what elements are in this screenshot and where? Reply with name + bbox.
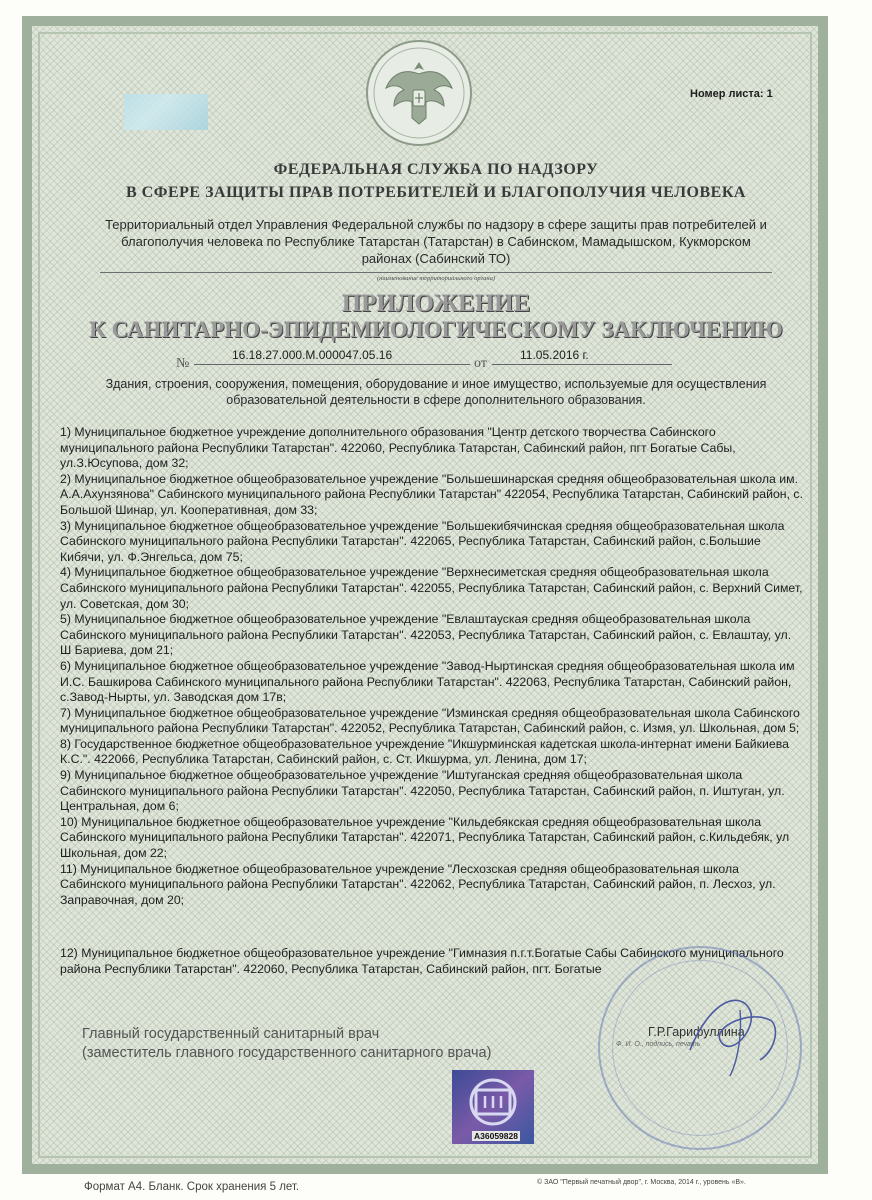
list-item: 11) Муниципальное бюджетное общеобразовательное учреждение "Лесхозская средняя общеобразовательная школа Сабинского муниципального района Республики Татарстан". 422062, Республика Татарстан, Сабинский район, п. Лесхоз, ул. Заправочная, дом 20; (60, 861, 776, 907)
list-item: 12) Муниципальное бюджетное общеобразовательное учреждение "Гимназия п.г.т.Богатые Сабы Сабинского муниципального района Республики Татарстан". 422060, Республика Татарстан, Сабинский район, пгт. Богатые (60, 946, 784, 976)
territorial-body-underline (100, 272, 772, 273)
list-item: 1) Муниципальное бюджетное учреждение дополнительного образования "Центр детского творчества Сабинского муниципального района Республики Татарстан". 422060, Республика Татарстан, Сабинский район, пгт Богатые Сабы, ул.З.Юсупова, дом 32; (60, 425, 736, 471)
list-item: 10) Муниципальное бюджетное общеобразовательное учреждение "Кильдебякская средняя общеобразовательная школа Сабинского муниципального района Республики Татарстан". 422071, Республика Татарстан, Сабинский район, с.Кильдебяк, ул Школьная, дом 22; (60, 814, 790, 861)
signatory-name: Г.Р.Гарифуллина (648, 1025, 745, 1039)
signatory-title (82, 1025, 491, 1063)
document-date: 11.05.2016 г. (520, 348, 589, 362)
service-title-line2: В СФЕРЕ ЗАЩИТЫ ПРАВ ПОТРЕБИТЕЛЕЙ И БЛАГОПОЛУЧИЯ ЧЕЛОВЕКА (126, 184, 746, 201)
list-item: 5) Муниципальное бюджетное общеобразовательное учреждение "Евлаштауская средняя общеобразовательная школа Сабинского муниципального района Республики Татарстан". 422053, Республика Татарстан, Сабинский район, с. Евлаштау, ул. Ш Бариева, дом 21; (60, 612, 792, 658)
russian-eagle-emblem-icon (364, 38, 474, 148)
certificate-code: А36059828 (474, 1131, 518, 1141)
hologram-strip (124, 94, 208, 130)
footer-format-note: Формат А4. Бланк. Срок хранения 5 лет. (84, 1181, 300, 1193)
date-label: от (474, 356, 487, 371)
number-underline (194, 364, 470, 365)
heading-line1: ПРИЛОЖЕНИЕ (341, 290, 531, 317)
handwritten-signature (680, 980, 790, 1080)
signatory-name-caption: Ф. И. О., подпись, печать (616, 1041, 701, 1048)
document-number: 16.18.27.000.М.000047.05.16 (232, 348, 393, 362)
list-item: 3) Муниципальное бюджетное общеобразовательное учреждение "Большекибячинская средняя общеобразовательная школа Сабинского муниципального района Республики Татарстан". 422065, Республика Татарстан, Сабинский район, с.Большие Кибячи, ул. Ф.Энгельса, дом 75; (60, 518, 785, 564)
subject-description: Здания, строения, сооружения, помещения, оборудование и иное имущество, используемые для осуществления образовательной деятельности в сфере дополнительного образования. (105, 377, 767, 407)
footer-printer-note: © ЗАО "Первый печатный двор", г. Москва, 2014 г., уровень «В». (537, 1179, 746, 1186)
institution-list (60, 425, 804, 978)
list-item: 7) Муниципальное бюджетное общеобразовательное учреждение "Изминская средняя общеобразовательная школа Сабинского муниципального района Республики Татарстан". 422052, Республика Татарстан, Сабинский район, с. Измя, ул. Школьная, дом 5; (60, 705, 800, 736)
service-title-line1: ФЕДЕРАЛЬНАЯ СЛУЖБА ПО НАДЗОРУ (273, 161, 599, 178)
territorial-body-caption: (наименование территориального органа) (376, 275, 496, 282)
heading-line2: К САНИТАРНО-ЭПИДЕМИОЛОГИЧЕСКОМУ ЗАКЛЮЧЕНИЮ (89, 317, 783, 342)
list-item: 6) Муниципальное бюджетное общеобразовательное учреждение "Завод-Ныртинская средняя общеобразовательная школа им И.С. Башкирова Сабинского муниципального района Республики Татарстан". 422063, Республика Татарстан, Сабинский район, с.Завод-Нырты, ул. Заводская дом 17в; (60, 658, 795, 705)
territorial-body: Территориальный отдел Управления Федеральной службы по надзору в сфере защиты прав потребителей и благополучия человека по Республике Татарстан (Татарстан) в Сабинском, Мамадышском, Кукморском районах (Сабинский ТО) (105, 217, 767, 266)
date-underline (492, 364, 672, 365)
number-label: № (176, 356, 190, 371)
sheet-number: Номер листа: 1 (690, 88, 773, 100)
list-item: 9) Муниципальное бюджетное общеобразовательное учреждение "Иштуганская средняя общеобразовательная школа Сабинского муниципального района Республики Татарстан". 422050, Республика Татарстан, Сабинский район, п. Иштуган, ул. Центральная, дом 6; (60, 768, 785, 814)
signatory-title-line1: Главный государственный санитарный врач (82, 1026, 380, 1042)
signatory-title-line2: (заместитель главного государственного санитарного врача) (82, 1045, 492, 1061)
list-item: 8) Государственное бюджетное общеобразовательное учреждение "Икшурминская кадетская школа-интернат имени Байкиева К.С.". 422066, Республика Татарстан, Сабинский район, с. Ст. Икшурма, ул. Ленина, дом 17; (60, 736, 789, 767)
list-item: 4) Муниципальное бюджетное общеобразовательное учреждение "Верхнесиметская средняя общеобразовательная школа Сабинского муниципального района Республики Татарстан". 422055, Республика Татарстан, Сабинский район, с. Верхний Симет, ул. Советская, дом 30; (60, 565, 803, 611)
list-item: 2) Муниципальное бюджетное общеобразовательное учреждение "Большешинарская средняя общеобразовательная школа им. А.А.Ахунзянова" Сабинского муниципального района Республики Татарстан" 422054, Республика Татарстан, Сабинский район, с. Большой Шинар, ул. Кооперативная, дом 33; (60, 471, 803, 517)
